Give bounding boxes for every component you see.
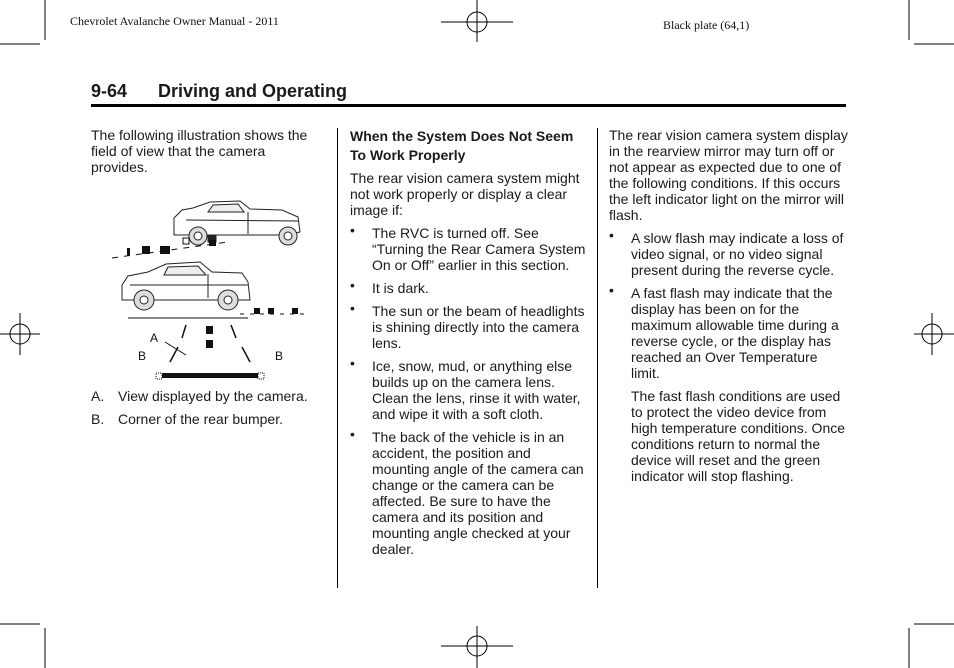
column-1	[91, 127, 323, 182]
caption-a	[91, 388, 323, 404]
caption-letter: B.	[91, 411, 105, 427]
column-divider	[337, 128, 338, 588]
list-item	[609, 282, 849, 381]
truck-lower-icon	[122, 262, 250, 310]
manual-title: Chevrolet Avalanche Owner Manual - 2011	[70, 14, 279, 28]
bullet-text: The sun or the beam of headlights is shining directly into the camera lens.	[372, 303, 585, 351]
plate-label: Black plate (64,1)	[663, 18, 750, 32]
bullet-glyph: •	[609, 282, 614, 298]
bullet-text: A fast flash may indicate that the display has been on for the maximum allowable time during a reverse cycle, or the display has reached an Over Temperature limit.	[631, 285, 839, 381]
list-item	[350, 222, 586, 273]
bullet-glyph: •	[350, 355, 355, 371]
bullet-glyph: •	[609, 227, 614, 243]
col2-heading: When the System Does Not Seem To Work Properly	[350, 128, 574, 163]
list-item	[609, 227, 849, 278]
caption-text: Corner of the rear bumper.	[118, 411, 283, 427]
bullet-glyph: •	[350, 222, 355, 238]
list-item	[350, 426, 586, 557]
col2-intro: The rear vision camera system might not work properly or display a clear image if:	[350, 170, 580, 218]
column-3	[609, 127, 849, 491]
figure-label-a: A	[150, 331, 159, 345]
col1-intro: The following illustration shows the field of view that the camera provides.	[91, 127, 308, 175]
figure-label-b-right: B	[275, 349, 284, 363]
figure-captions	[91, 388, 323, 434]
column-2	[350, 127, 586, 564]
list-item	[350, 355, 586, 422]
bullet-glyph: •	[350, 300, 355, 316]
bullet-text: A slow flash may indicate a loss of video signal, or no video signal present during the reverse cycle.	[631, 230, 844, 278]
bullet-text: The RVC is turned off. See “Turning the Rear Camera System On or Off” earlier in this section.	[372, 225, 586, 273]
col3-intro: The rear vision camera system display in the rearview mirror may turn off or not appear as expected due to one of the following conditions. If this occurs the left indicator light on the mirror will flash.	[609, 127, 848, 223]
section-title-bar	[91, 80, 846, 107]
list-item	[350, 277, 586, 296]
bullet-text: It is dark.	[372, 280, 429, 296]
page-number: 9-64	[91, 81, 128, 101]
truck-upper-icon	[174, 201, 300, 245]
camera-field-of-view-illustration	[108, 190, 318, 385]
list-item	[350, 300, 586, 351]
col2-bullet-list	[350, 222, 586, 557]
column-divider	[597, 128, 598, 588]
caption-letter: A.	[91, 388, 105, 404]
caption-b	[91, 411, 323, 427]
caption-text: View displayed by the camera.	[118, 388, 308, 404]
bullet-glyph: •	[350, 277, 355, 293]
bullet-glyph: •	[350, 426, 355, 442]
col3-bullet-list	[609, 227, 849, 381]
figure-label-b-left: B	[138, 349, 147, 363]
bullet-text: The back of the vehicle is in an accident, the position and mounting angle of the camera can change or the camera can be affected. Be sure to have the camera and its position and mounting angle checked at your dealer.	[372, 429, 584, 557]
col3-followup: The fast flash conditions are used to protect the video device from high temperature conditions. Once conditions return to normal the device will reset and the green indicator will stop flashing.	[631, 388, 846, 484]
section-title: Driving and Operating	[158, 81, 348, 101]
bullet-text: Ice, snow, mud, or anything else builds up on the camera lens. Clean the lens, rinse it with water, and wipe it with a soft cloth.	[372, 358, 581, 422]
